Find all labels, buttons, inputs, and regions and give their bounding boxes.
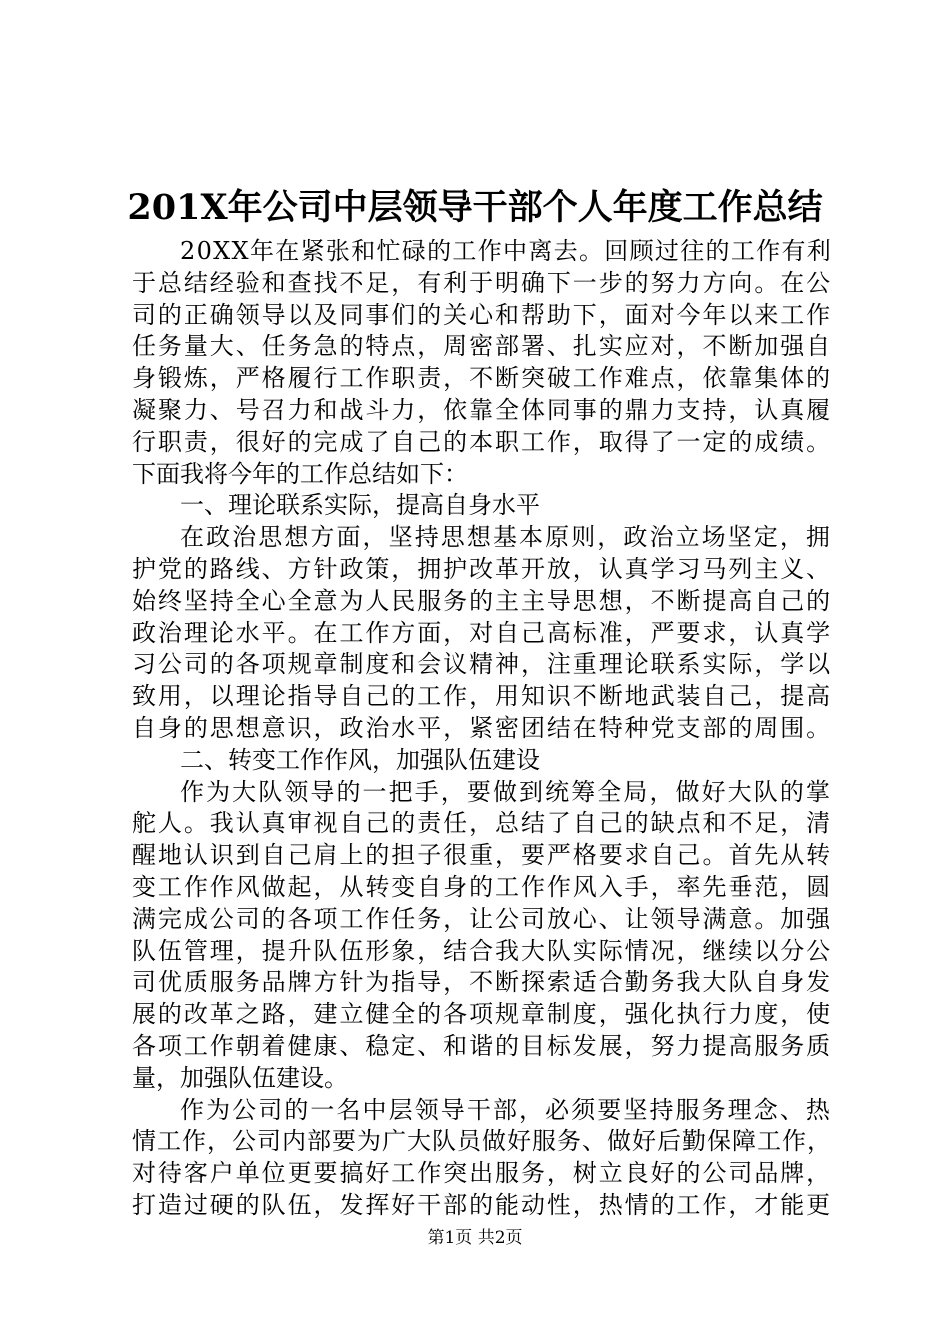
- body-line: 队伍管理，提升队伍形象，结合我大队实际情况，继续以分公: [132, 936, 833, 965]
- document-title: 201X年公司中层领导干部个人年度工作总结: [127, 187, 823, 228]
- body-line: 对待客户单位更要搞好工作突出服务，树立良好的公司品牌，: [132, 1159, 833, 1188]
- body-line: 行职责，很好的完成了自己的本职工作，取得了一定的成绩。: [132, 427, 833, 456]
- body-line: 司的正确领导以及同事们的关心和帮助下，面对今年以来工作: [132, 300, 833, 329]
- body-line: 致用，以理论指导自己的工作，用知识不断地武装自己，提高: [132, 682, 833, 711]
- body-line: 身锻炼，严格履行工作职责，不断突破工作难点，依靠集体的: [132, 364, 833, 393]
- body-line: 舵人。我认真审视自己的责任，总结了自己的缺点和不足，清: [132, 809, 833, 838]
- body-line: 各项工作朝着健康、稳定、和谐的目标发展，努力提高服务质: [132, 1031, 833, 1060]
- body-line: 在政治思想方面，坚持思想基本原则，政治立场坚定，拥: [180, 523, 832, 552]
- body-line: 下面我将今年的工作总结如下：: [132, 459, 468, 488]
- body-line: 情工作，公司内部要为广大队员做好服务、做好后勤保障工作，: [132, 1127, 832, 1156]
- body-line: 于总结经验和查找不足，有利于明确下一步的努力方向。在公: [132, 268, 833, 297]
- body-line: 作为大队领导的一把手，要做到统筹全局，做好大队的掌: [180, 777, 832, 806]
- body-line: 打造过硬的队伍，发挥好干部的能动性，热情的工作，才能更: [132, 1190, 833, 1219]
- body-line: 护党的路线、方针政策，拥护改革开放，认真学习马列主义、: [132, 554, 833, 583]
- body-line: 醒地认识到自己肩上的担子很重，要严格要求自己。首先从转: [132, 841, 833, 870]
- body-line: 作为公司的一名中层领导干部，必须要坚持服务理念、热: [180, 1095, 832, 1124]
- body-line: 20XX年在紧张和忙碌的工作中离去。回顾过往的工作有利: [180, 237, 833, 265]
- body-line: 凝聚力、号召力和战斗力，依靠全体同事的鼎力支持，认真履: [132, 395, 833, 424]
- body-line: 习公司的各项规章制度和会议精神，注重理论联系实际，学以: [132, 650, 833, 679]
- body-line: 政治理论水平。在工作方面，对自己高标准，严要求，认真学: [132, 618, 833, 647]
- body-line: 一、理论联系实际，提高自身水平: [180, 491, 540, 520]
- body-line: 量，加强队伍建设。: [132, 1063, 348, 1092]
- body-line: 二、转变工作作风，加强队伍建设: [180, 745, 540, 774]
- document-body: [132, 236, 832, 1222]
- body-line: 自身的思想意识，政治水平，紧密团结在特种党支部的周围。: [132, 713, 833, 742]
- body-line: 任务量大、任务急的特点，周密部署、扎实应对，不断加强自: [132, 332, 833, 361]
- body-line: 司优质服务品牌方针为指导，不断探索适合勤务我大队自身发: [132, 968, 833, 997]
- body-line: 展的改革之路，建立健全的各项规章制度，强化执行力度，使: [132, 1000, 833, 1029]
- body-line: 满完成公司的各项工作任务，让公司放心、让领导满意。加强: [132, 904, 833, 933]
- page-footer: 第1页 共2页: [427, 1228, 523, 1248]
- body-line: 变工作作风做起，从转变自身的工作作风入手，率先垂范，圆: [132, 872, 833, 901]
- body-line: 始终坚持全心全意为人民服务的主主导思想，不断提高自己的: [132, 586, 833, 615]
